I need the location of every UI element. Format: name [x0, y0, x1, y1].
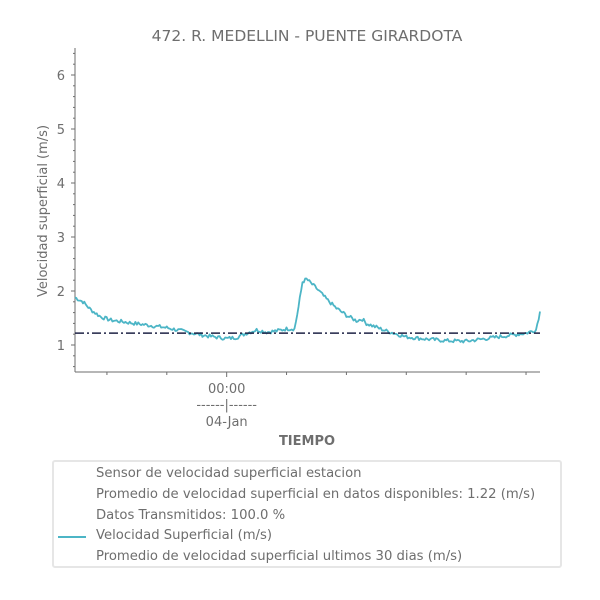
y-tick-label: 2: [56, 285, 65, 300]
x-axis-label: TIEMPO: [278, 434, 336, 449]
legend-label: Datos Transmitidos: 100.0 %: [96, 508, 286, 523]
y-tick-label: 1: [56, 339, 65, 354]
legend-label: Sensor de velocidad superficial estacion: [96, 466, 362, 481]
legend-label: Velocidad Superficial (m/s): [96, 528, 273, 543]
y-tick-label: 5: [56, 123, 65, 138]
y-tick-label: 3: [56, 231, 65, 246]
y-axis: [57, 48, 75, 372]
y-axis-label: Velocidad superficial (m/s): [36, 124, 51, 298]
y-tick-label: 4: [56, 177, 65, 192]
x-tick-label-line: 00:00: [207, 382, 246, 397]
chart-legend: [52, 460, 562, 568]
legend-swatch-solid-line: [58, 536, 86, 538]
x-axis: [75, 372, 540, 430]
legend-label: Promedio de velocidad superficial ultimos 30 dias (m/s): [96, 549, 463, 564]
legend-item-average-30-days: [54, 548, 560, 568]
chart-title: 472. R. MEDELLIN - PUENTE GIRARDOTA: [151, 27, 463, 45]
y-tick-label: 6: [56, 69, 65, 84]
legend-item-transmitted: [54, 507, 560, 527]
x-tick-label-line: 04-Jan: [205, 415, 248, 430]
legend-item-velocity: [54, 527, 560, 547]
legend-label: Promedio de velocidad superficial en datos disponibles: 1.22 (m/s): [96, 487, 536, 502]
x-tick-label-line: ------|------: [196, 398, 258, 413]
legend-item-average-available: [54, 486, 560, 506]
plot-area: [75, 279, 540, 343]
legend-item-sensor: [54, 465, 560, 485]
